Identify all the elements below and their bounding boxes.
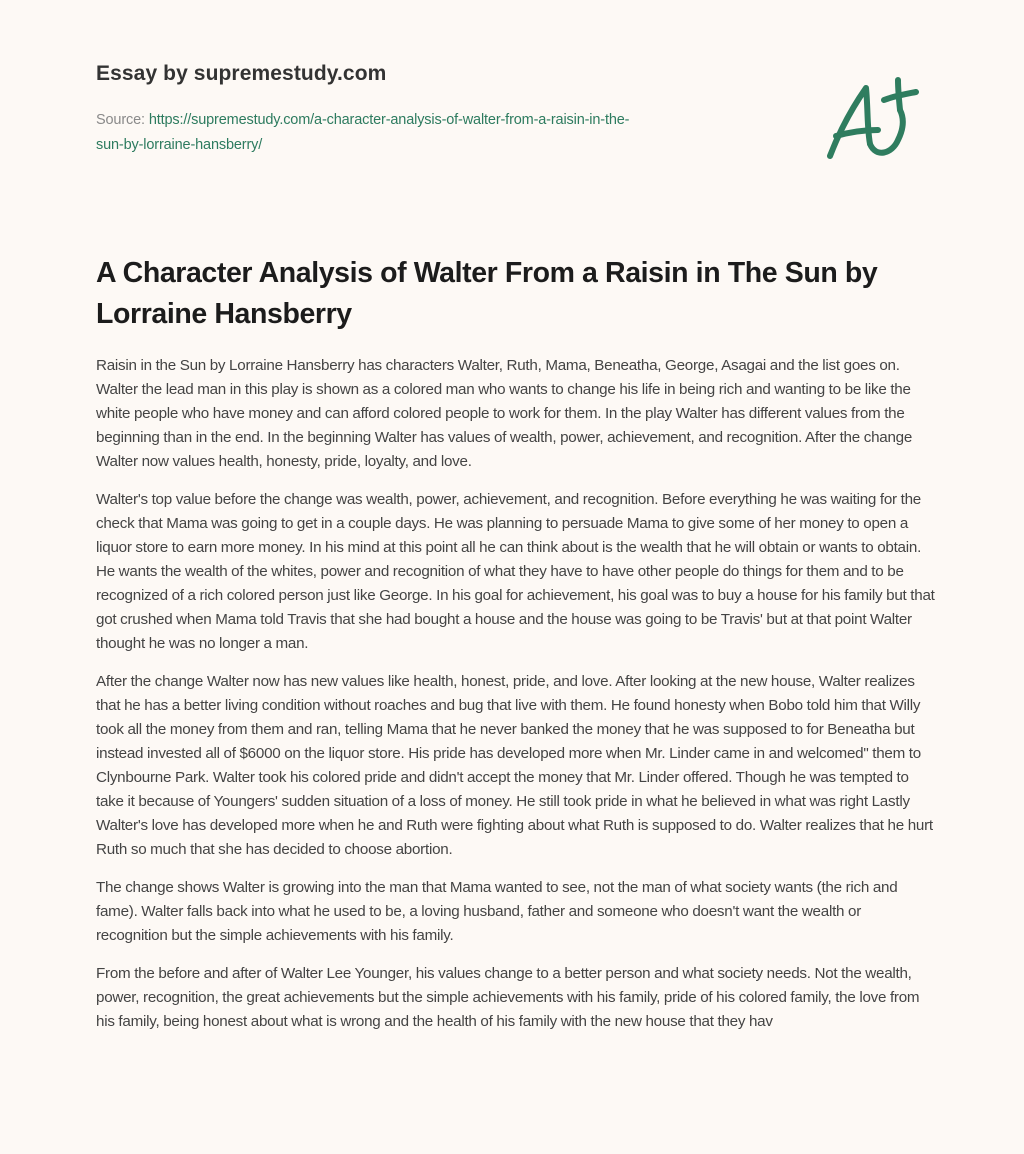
a-plus-grade-icon [822, 68, 932, 168]
source-line [96, 108, 776, 158]
essay-paragraph: After the change Walter now has new values like health, honest, pride, and love. After looking at the new house, Walter realizes that he has a better living condition without roaches and bug that live with them. He found honesty when Bobo told him that Willy took all the money from them and ran, telling Mama that he never banked the money that he was supposed to for Beneatha but instead invested all of $6000 on the liquor store. His pride has developed more when Mr. Linder came in and welcomed" them to Clynbourne Park. Walter took his colored pride and didn't accept the money that Mr. Linder offered. Though he was tempted to take it because of Youngers' sudden situation of a loss of money. He still took pride in what he believed in what was right Lastly Walter's love has developed more when he and Ruth were fighting about what Ruth is supposed to do. Walter realizes that he hurt Ruth so much that she has decided to choose abortion. [96, 673, 933, 858]
essay-paragraph: The change shows Walter is growing into the man that Mama wanted to see, not the man of what society wants (the rich and fame). Walter falls back into what he used to be, a loving husband, father and someone who doesn't want the wealth or recognition but the simple achievements with his family. [96, 879, 898, 944]
essay-paragraph: Raisin in the Sun by Lorraine Hansberry has characters Walter, Ruth, Mama, Beneatha, George, Asagai and the list goes on. Walter the lead man in this play is shown as a colored man who wants to change his life in being rich and wanting to be like the white people who have money and can afford colored people to work for them. In the play Walter has different values from the beginning than in the end. In the beginning Walter has values of wealth, power, achievement, and recognition. After the change Walter now values health, honesty, pride, loyalty, and love. [96, 357, 913, 470]
site-header [96, 62, 776, 158]
source-label: Source: [96, 112, 149, 128]
source-link-line1: https://supremestudy.com/a-character-analysis-of-walter-from-a-raisin-in-the- [148, 112, 630, 128]
source-link[interactable] [96, 112, 629, 153]
essay-body [96, 354, 936, 1048]
source-link-line2: sun-by-lorraine-hansberry/ [96, 137, 263, 153]
site-brand: Essay by supremestudy.com [96, 62, 387, 85]
essay-paragraph: From the before and after of Walter Lee Younger, his values change to a better person and what society needs. Not the wealth, power, recognition, the great achievements but the simple achievements with his family, pride of his colored family, the love from his family, being honest about what is wrong and the health of his family with the new house that they hav [96, 965, 920, 1030]
essay-paragraph: Walter's top value before the change was wealth, power, achievement, and recognition. Before everything he was waiting for the check that Mama was going to get in a couple days. He was planning to persuade Mama to give some of her money to open a liquor store to earn more money. In his mind at this point all he can think about is the wealth that he will obtain or wants to obtain. He wants the wealth of the whites, power and recognition of what they have to have other people do things for them and to be recognized of a rich colored person just like George. In his goal for achievement, his goal was to buy a house for his family but that got crushed when Mama told Travis that she had bought a house and the house was going to be Travis' but at that point Walter thought he was no longer a man. [96, 491, 935, 652]
page-title: A Character Analysis of Walter From a Raisin in The Sun by Lorraine Hansberry [96, 257, 878, 330]
